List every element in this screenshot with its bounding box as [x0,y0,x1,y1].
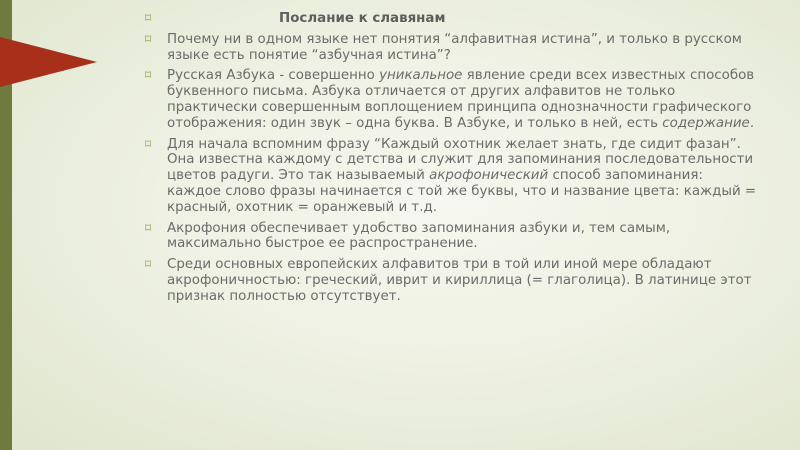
bullet-icon: ⌑ [145,220,152,235]
emphasis-text: содержание [662,115,750,131]
paragraph-text [167,257,757,304]
bullet-icon: ⌑ [145,11,152,25]
paragraph-item [147,257,757,304]
paragraph-text [167,221,757,253]
slide-title: Послание к славянам [279,11,446,26]
text-run: Акрофония обеспечивает удобство запоминания азбуки и, тем самым, максимально быстрое ее распространение. [167,220,671,252]
bullet-icon: ⌑ [145,136,152,151]
text-run: Русская Азбука - совершенно [167,68,380,84]
paragraph-item [147,137,757,216]
text-run: Почему ни в одном языке нет понятия “алфавитная истина”, и только в русском языке есть понятие “азбучная истина”? [167,31,742,63]
slide-content [147,11,757,310]
emphasis-text: акрофонический [429,168,549,184]
paragraph-text [167,137,757,216]
emphasis-text: уникальное [379,68,463,84]
text-run: . [749,115,755,131]
paragraph-item [147,32,757,64]
text-run: способ запоминания: каждое слово фразы начинается с той же буквы, что и название цвета: каждый = красный, охотник = оранжевый и т.д. [167,168,757,215]
title-item [147,11,757,27]
text-run: Среди основных европейских алфавитов три в той или иной мере обладают акрофоничностью: греческий, иврит и кириллица (= глаголица). В латинице этот признак полностью отсутствует. [167,257,752,304]
paragraph-text [167,32,757,64]
paragraph-item [147,68,757,131]
text-run: явление среди всех известных способов буквенного письма. Азбука отличается от других алфавитов не только практически совершенным воплощением принципа однозначности графического отображения: один звук – одна буква. В Азбуке, и только в ней, есть [167,68,755,131]
paragraph-list [147,32,757,305]
text-run: Для начала вспомним фразу “Каждый охотник желает знать, где сидит фазан”. Она известна каждому с детства и служит для запоминания последовательности цветов радуги. Это так называемый [167,136,754,184]
paragraph-item [147,221,757,253]
bullet-icon: ⌑ [145,31,152,46]
red-arrow-shape [0,37,97,87]
bullet-icon: ⌑ [145,257,152,272]
paragraph-text [167,68,757,131]
bullet-icon: ⌑ [145,68,152,83]
